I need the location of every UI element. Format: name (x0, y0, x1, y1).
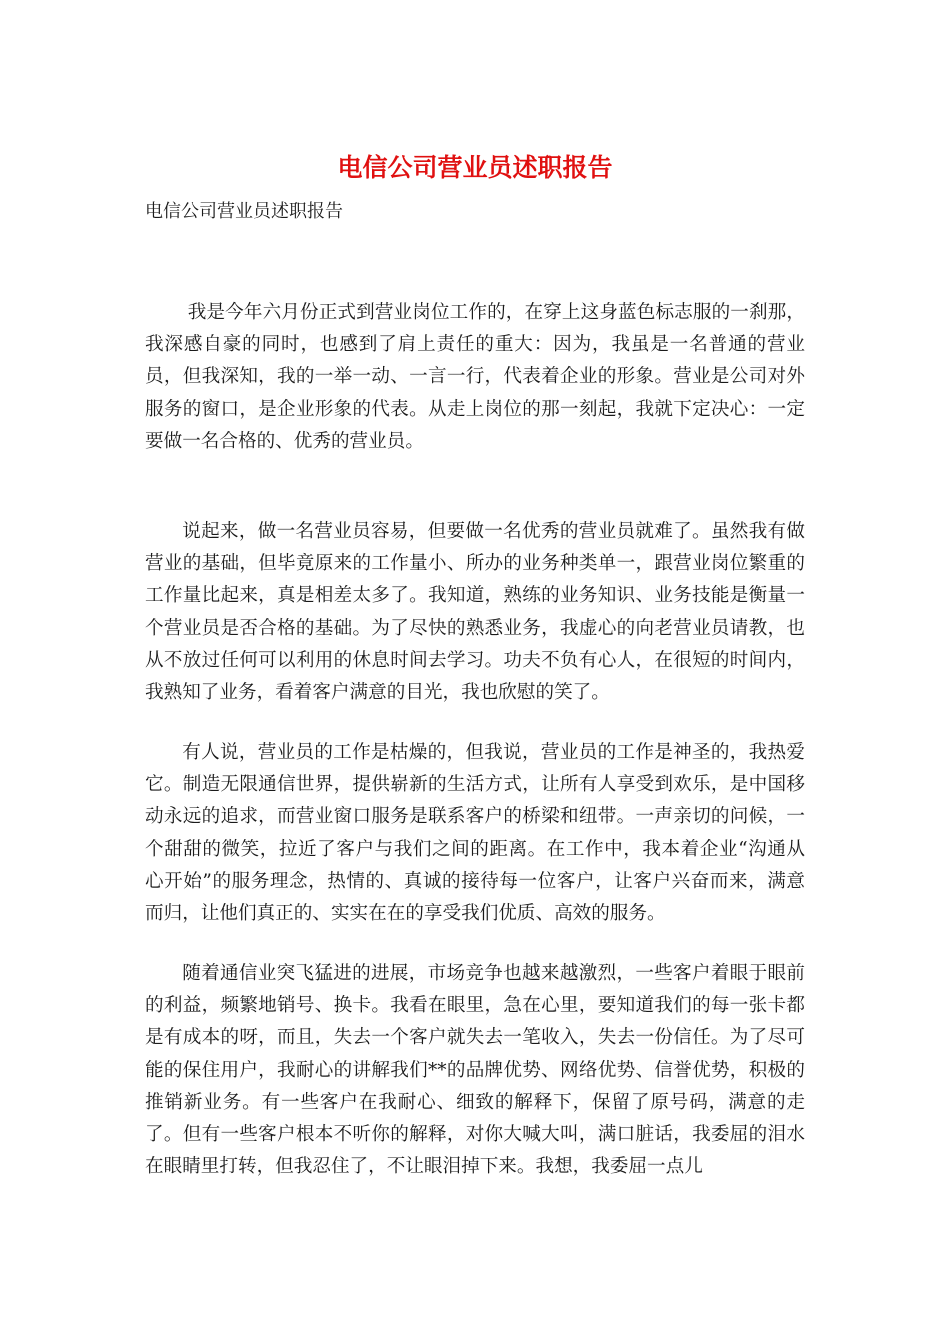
document-title: 电信公司营业员述职报告 (337, 153, 613, 182)
paragraph-1: 我是今年六月份正式到营业岗位工作的，在穿上这身蓝色标志服的一刹那，我深感自豪的同时，也感到了肩上责任的重大：因为，我虽是一名普通的营业员，但我深知，我的一举一动、一言一行，代表着企业的形象。营业是公司对外服务的窗口，是企业形象的代表。从走上岗位的那一刻起，我就下定决心：一定要做一名合格的、优秀的营业员。 (145, 302, 805, 452)
paragraph-3: 有人说，营业员的工作是枯燥的，但我说，营业员的工作是神圣的，我热爱它。制造无限通信世界，提供崭新的生活方式，让所有人享受到欢乐，是中国移动永远的追求，而营业窗口服务是联系客户的桥梁和纽带。一声亲切的问候，一个甜甜的微笑，拉近了客户与我们之间的距离。在工作中，我本着企业“沟通从心开始”的服务理念，热情的、真诚的接待每一位客户，让客户兴奋而来，满意而归，让他们真正的、实实在在的享受我们优质、高效的服务。 (145, 742, 805, 925)
paragraph-2: 说起来，做一名营业员容易，但要做一名优秀的营业员就难了。虽然我有做营业的基础，但毕竟原来的工作量小、所办的业务种类单一，跟营业岗位繁重的工作量比起来，真是相差太多了。我知道，熟练的业务知识、业务技能是衡量一个营业员是否合格的基础。为了尽快的熟悉业务，我虚心的向老营业员请教，也从不放过任何可以利用的休息时间去学习。功夫不负有心人，在很短的时间内，我熟知了业务，看着客户满意的目光，我也欣慰的笑了。 (145, 521, 805, 704)
document-subtitle: 电信公司营业员述职报告 (145, 201, 343, 222)
paragraph-4: 随着通信业突飞猛进的进展，市场竞争也越来越激烈，一些客户着眼于眼前的利益，频繁地销号、换卡。我看在眼里，急在心里，要知道我们的每一张卡都是有成本的呀，而且，失去一个客户就失去一笔收入，失去一份信任。为了尽可能的保住用户，我耐心的讲解我们**的品牌优势、网络优势、信誉优势，积极的推销新业务。有一些客户在我耐心、细致的解释下，保留了原号码，满意的走了。但有一些客户根本不听你的解释，对你大喊大叫，满口脏话，我委屈的泪水在眼睛里打转，但我忍住了，不让眼泪掉下来。我想，我委屈一点儿 (145, 963, 805, 1178)
